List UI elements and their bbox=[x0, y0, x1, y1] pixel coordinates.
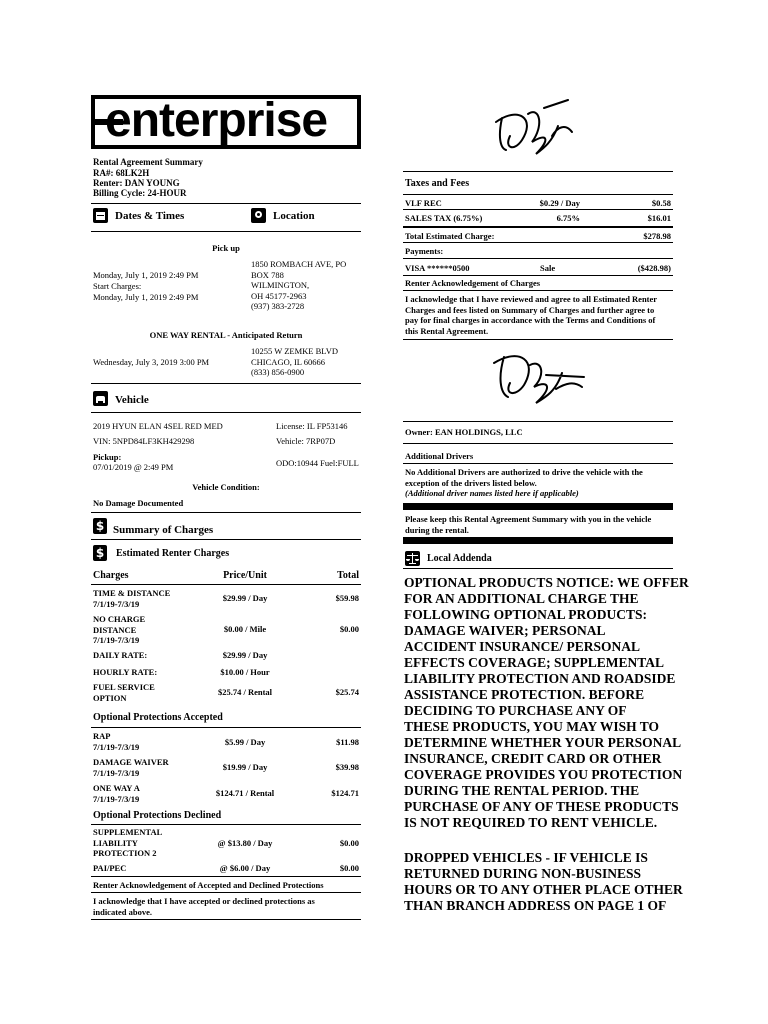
payment-type: Sale bbox=[540, 263, 556, 273]
payments-label: Payments: bbox=[405, 246, 444, 256]
divider bbox=[91, 876, 361, 877]
thick-divider bbox=[403, 503, 673, 510]
divider bbox=[91, 584, 361, 585]
divider bbox=[403, 421, 673, 422]
divider bbox=[91, 383, 361, 384]
location-title: Location bbox=[273, 210, 315, 222]
dollar-icon: $ bbox=[93, 518, 107, 534]
divider bbox=[91, 231, 361, 232]
accepted-title: Optional Protections Accepted bbox=[93, 712, 223, 723]
declined-name: PAI/PEC bbox=[93, 863, 127, 873]
divider bbox=[91, 412, 361, 413]
pickup-address: 1850 ROMBACH AVE, PO BOX 788 WILMINGTON, OH 45177-2963 (937) 383-2728 bbox=[251, 259, 347, 311]
return-date: Wednesday, July 3, 2019 3:00 PM bbox=[93, 357, 210, 367]
total-label: Total Estimated Charge: bbox=[405, 231, 495, 241]
charge-total: $59.98 bbox=[335, 593, 359, 603]
start-charges-label: Start Charges: bbox=[93, 281, 142, 291]
protections-ack-title: Renter Acknowledgement of Accepted and Declined Protections bbox=[93, 880, 324, 890]
divider bbox=[403, 209, 673, 210]
enterprise-logo bbox=[91, 95, 361, 149]
divider bbox=[91, 727, 361, 728]
charge-price: $29.99 / Day bbox=[222, 650, 268, 660]
return-label: ONE WAY RENTAL - Anticipated Return bbox=[149, 330, 303, 340]
divider bbox=[91, 203, 361, 204]
divider bbox=[403, 290, 673, 291]
charge-name: TIME & DISTANCE 7/1/19-7/3/19 bbox=[93, 588, 171, 609]
accepted-price: $124.71 / Rental bbox=[215, 788, 275, 798]
vehicle-pickup-value: 07/01/2019 @ 2:49 PM bbox=[93, 462, 174, 472]
tax-name: SALES TAX (6.75%) bbox=[405, 213, 483, 223]
signature-middle bbox=[486, 345, 590, 411]
vehicle-model: 2019 HYUN ELAN 4SEL RED MED bbox=[93, 421, 223, 431]
declined-price: @ $13.80 / Day bbox=[217, 838, 273, 848]
dollar-icon: $ bbox=[93, 545, 107, 561]
logo-text: enterprise bbox=[105, 94, 328, 147]
vehicle-number: Vehicle: 7RP07D bbox=[276, 436, 336, 446]
divider bbox=[403, 258, 673, 259]
charges-ack-title: Renter Acknowledgement of Charges bbox=[405, 278, 541, 288]
return-address: 10255 W ZEMKE BLVD CHICAGO, IL 60666 (833) 856-0900 bbox=[251, 346, 338, 377]
owner: Owner: EAN HOLDINGS, LLC bbox=[405, 427, 523, 437]
tax-rate: 6.75% bbox=[556, 213, 580, 223]
divider bbox=[403, 275, 673, 276]
tax-name: VLF REC bbox=[405, 198, 442, 208]
drivers-title: Additional Drivers bbox=[405, 451, 474, 461]
divider bbox=[403, 339, 673, 340]
scales-icon bbox=[405, 551, 420, 566]
billing-cycle: Billing Cycle: 24-HOUR bbox=[93, 188, 187, 198]
charge-total: $25.74 bbox=[335, 687, 359, 697]
car-icon bbox=[93, 391, 108, 406]
drivers-note: (Additional driver names listed here if applicable) bbox=[405, 488, 579, 498]
charge-price: $25.74 / Rental bbox=[217, 687, 273, 697]
declined-total: $0.00 bbox=[339, 863, 359, 873]
addenda-title: Local Addenda bbox=[427, 553, 492, 564]
optional-products-notice: OPTIONAL PRODUCTS NOTICE: WE OFFER FOR AN ADDITIONAL CHARGE THE FOLLOWING OPTIONAL PRODUCTS: DAMAGE WAIVER; PERSONAL ACCIDENT INSURANCE/ PERSONAL EFFECTS COVERAGE; SUPPLEMENTAL LIABILITY PROTECTION AND ROADSIDE ASSISTANCE PROTECTION. BEFORE DECIDING TO PURCHASE ANY OF THESE PRODUCTS, YOU MAY WISH TO DETERMINE WHETHER YOUR PERSONAL INSURANCE, CREDIT CARD OR OTHER COVERAGE PROVIDES YOU PROTECTION DURING THE RENTAL PERIOD. THE PURCHASE OF ANY OF THESE PRODUCTS IS NOT REQUIRED TO RENT VEHICLE. bbox=[404, 575, 689, 830]
vehicle-condition-value: No Damage Documented bbox=[93, 498, 184, 508]
accepted-price: $5.99 / Day bbox=[224, 737, 266, 747]
divider bbox=[91, 919, 361, 920]
vehicle-vin: VIN: 5NPD84LF3KH429298 bbox=[93, 436, 195, 446]
divider bbox=[403, 194, 673, 195]
dates-title: Dates & Times bbox=[115, 210, 185, 222]
divider bbox=[403, 242, 673, 243]
col-price: Price/Unit bbox=[223, 570, 267, 581]
col-charges: Charges bbox=[93, 570, 129, 581]
taxes-title: Taxes and Fees bbox=[405, 178, 470, 189]
pickup-date: Monday, July 1, 2019 2:49 PM bbox=[93, 270, 199, 280]
declined-total: $0.00 bbox=[339, 838, 359, 848]
charge-name: NO CHARGE DISTANCE 7/1/19-7/3/19 bbox=[93, 614, 146, 645]
payment-method: VISA ******0500 bbox=[405, 263, 470, 273]
vehicle-odo-fuel: ODO:10944 Fuel:FULL bbox=[276, 458, 359, 468]
charge-price: $29.99 / Day bbox=[222, 593, 268, 603]
accepted-name: ONE WAY A 7/1/19-7/3/19 bbox=[93, 783, 140, 804]
renter-name: Renter: DAN YOUNG bbox=[93, 178, 180, 188]
pickup-label: Pick up bbox=[212, 243, 240, 253]
accepted-price: $19.99 / Day bbox=[222, 762, 268, 772]
payment-amount: ($428.98) bbox=[637, 263, 671, 273]
divider bbox=[91, 512, 361, 513]
keep-notice: Please keep this Rental Agreement Summary with you in the vehicle during the rental. bbox=[405, 514, 652, 535]
vehicle-condition-label: Vehicle Condition: bbox=[192, 482, 260, 492]
ra-number: RA#: 68LK2H bbox=[93, 168, 150, 178]
accepted-total: $39.98 bbox=[335, 762, 359, 772]
signature-top bbox=[488, 96, 580, 168]
tax-amount: $0.58 bbox=[651, 198, 671, 208]
divider bbox=[403, 171, 673, 172]
estimated-title: Estimated Renter Charges bbox=[116, 548, 230, 559]
summary-title: Rental Agreement Summary bbox=[93, 157, 203, 167]
tax-amount: $16.01 bbox=[647, 213, 671, 223]
protections-ack-text: I acknowledge that I have accepted or declined protections as indicated above. bbox=[93, 896, 315, 917]
start-charges-date: Monday, July 1, 2019 2:49 PM bbox=[93, 292, 199, 302]
accepted-total: $11.98 bbox=[336, 737, 359, 747]
divider bbox=[403, 443, 673, 444]
declined-price: @ $6.00 / Day bbox=[219, 863, 271, 873]
thick-divider bbox=[403, 537, 673, 544]
vehicle-pickup-label: Pickup: bbox=[93, 452, 122, 462]
divider bbox=[91, 892, 361, 893]
charges-ack-text: I acknowledge that I have reviewed and agree to all Estimated Renter Charges and fees listed on Summary of Charges and further agree to pay for final charges in accordance with the Terms and Conditions of this Rental Agreement. bbox=[405, 294, 658, 336]
vehicle-license: License: IL FP53146 bbox=[276, 421, 348, 431]
divider bbox=[403, 463, 673, 464]
col-total: Total bbox=[337, 570, 359, 581]
divider bbox=[403, 568, 673, 569]
accepted-total: $124.71 bbox=[331, 788, 359, 798]
charge-total: $0.00 bbox=[339, 624, 359, 634]
vehicle-title: Vehicle bbox=[115, 394, 149, 406]
charge-name: DAILY RATE: bbox=[93, 650, 148, 660]
tax-rate: $0.29 / Day bbox=[539, 198, 580, 208]
declined-title: Optional Protections Declined bbox=[93, 810, 222, 821]
divider bbox=[403, 226, 673, 228]
calendar-icon bbox=[93, 208, 108, 223]
accepted-name: DAMAGE WAIVER 7/1/19-7/3/19 bbox=[93, 757, 169, 778]
charge-name: HOURLY RATE: bbox=[93, 667, 158, 677]
charge-price: $10.00 / Hour bbox=[220, 667, 270, 677]
drivers-text: No Additional Drivers are authorized to drive the vehicle with the exception of the drivers listed below. bbox=[405, 467, 643, 488]
divider bbox=[91, 824, 361, 825]
charge-name: FUEL SERVICE OPTION bbox=[93, 682, 155, 703]
dropped-vehicles-notice: DROPPED VEHICLES - IF VEHICLE IS RETURNED DURING NON-BUSINESS HOURS OR TO ANY OTHER PLACE OTHER THAN BRANCH ADDRESS ON PAGE 1 OF bbox=[404, 850, 683, 913]
location-pin-icon bbox=[251, 208, 266, 223]
charge-price: $0.00 / Mile bbox=[223, 624, 267, 634]
accepted-name: RAP 7/1/19-7/3/19 bbox=[93, 731, 140, 752]
summary-title: Summary of Charges bbox=[113, 524, 214, 536]
declined-name: SUPPLEMENTAL LIABILITY PROTECTION 2 bbox=[93, 827, 163, 858]
divider bbox=[91, 539, 361, 540]
total-value: $278.98 bbox=[643, 231, 671, 241]
